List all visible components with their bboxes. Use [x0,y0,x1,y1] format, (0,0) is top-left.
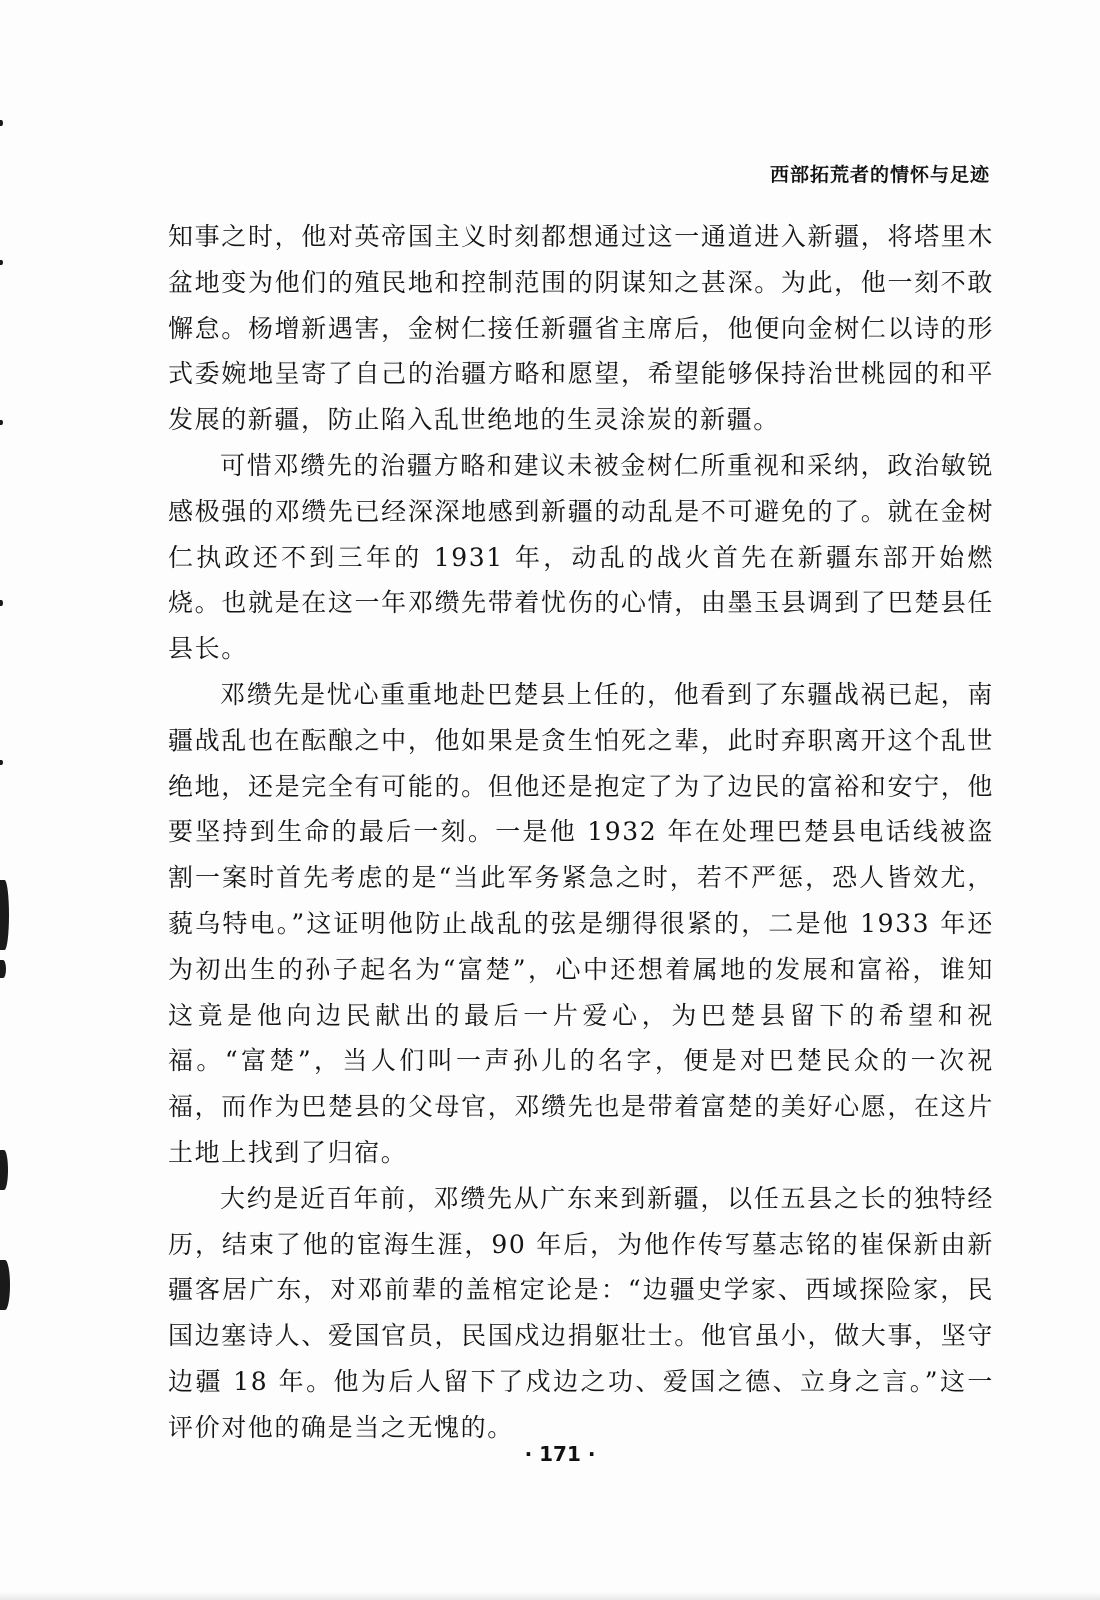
running-head-title: 西部拓荒者的情怀与足迹 [769,164,990,186]
body-text [168,214,994,1451]
scan-artifact [0,960,6,978]
paragraph-2: 可惜邓缵先的治疆方略和建议未被金树仁所重视和采纳，政治敏锐感极强的邓缵先已经深深地感到新疆的动乱是不可避免的了。就在金树仁执政还不到三年的 1931 年，动乱的战火首先在新疆东部开始燃烧。也就是在这一年邓缵先带着忧伤的心情，由墨玉县调到了巴楚县任县长。 [168,450,994,664]
scan-artifact [0,880,9,950]
scan-bottom-edge [0,1592,1100,1600]
scan-artifact [0,260,3,265]
paragraph-4: 大约是近百年前，邓缵先从广东来到新疆，以任五县之长的独特经历，结束了他的宦海生涯，90 年后，为他作传写墓志铭的崔保新由新疆客居广东，对邓前辈的盖棺定论是：“边疆史学家、西域探险家，民国边塞诗人、爱国官员，民国戍边捐躯壮士。他官虽小，做大事，坚守边疆 18 年。他为后人留下了戍边之功、爱国之德、立身之言。”这一评价对他的确是当之无愧的。 [168,1183,994,1442]
page-number: · 171 · [524,1442,596,1466]
scan-artifact [0,120,3,126]
scan-artifact [0,600,3,606]
scan-artifact [0,1260,10,1310]
paragraph-3: 邓缵先是忧心重重地赴巴楚县上任的，他看到了东疆战祸已起，南疆战乱也在酝酿之中，他如果是贪生怕死之辈，此时弃职离开这个乱世绝地，还是完全有可能的。但他还是抱定了为了边民的富裕和安宁，他要坚持到生命的最后一刻。一是他 1932 年在处理巴楚县电话线被盗割一案时首先考虑的是“当此军务紧急之时，若不严惩，恐人皆效尤，藐乌特电。”这证明他防止战乱的弦是绷得很紧的，二是他 1933 年还为初出生的孙子起名为“富楚”，心中还想着属地的发展和富裕，谁知这竟是他向边民献出的最后一片爱心，为巴楚县留下的希望和祝福。“富楚”，当人们叫一声孙儿的名字，便是对巴楚民众的一次祝福，而作为巴楚县的父母官，邓缵先也是带着富楚的美好心愿，在这片土地上找到了归宿。 [168,679,994,1167]
scan-artifact [0,760,3,765]
paragraph-1: 知事之时，他对英帝国主义时刻都想通过这一通道进入新疆，将塔里木盆地变为他们的殖民地和控制范围的阴谋知之甚深。为此，他一刻不敢懈怠。杨增新遇害，金树仁接任新疆省主席后，他便向金树仁以诗的形式委婉地呈寄了自己的治疆方略和愿望，希望能够保持治世桃园的和平发展的新疆，防止陷入乱世绝地的生灵涂炭的新疆。 [168,222,994,435]
scan-edge-shadow [0,0,14,1600]
scan-artifact [0,1150,8,1190]
scan-artifact [0,420,3,425]
